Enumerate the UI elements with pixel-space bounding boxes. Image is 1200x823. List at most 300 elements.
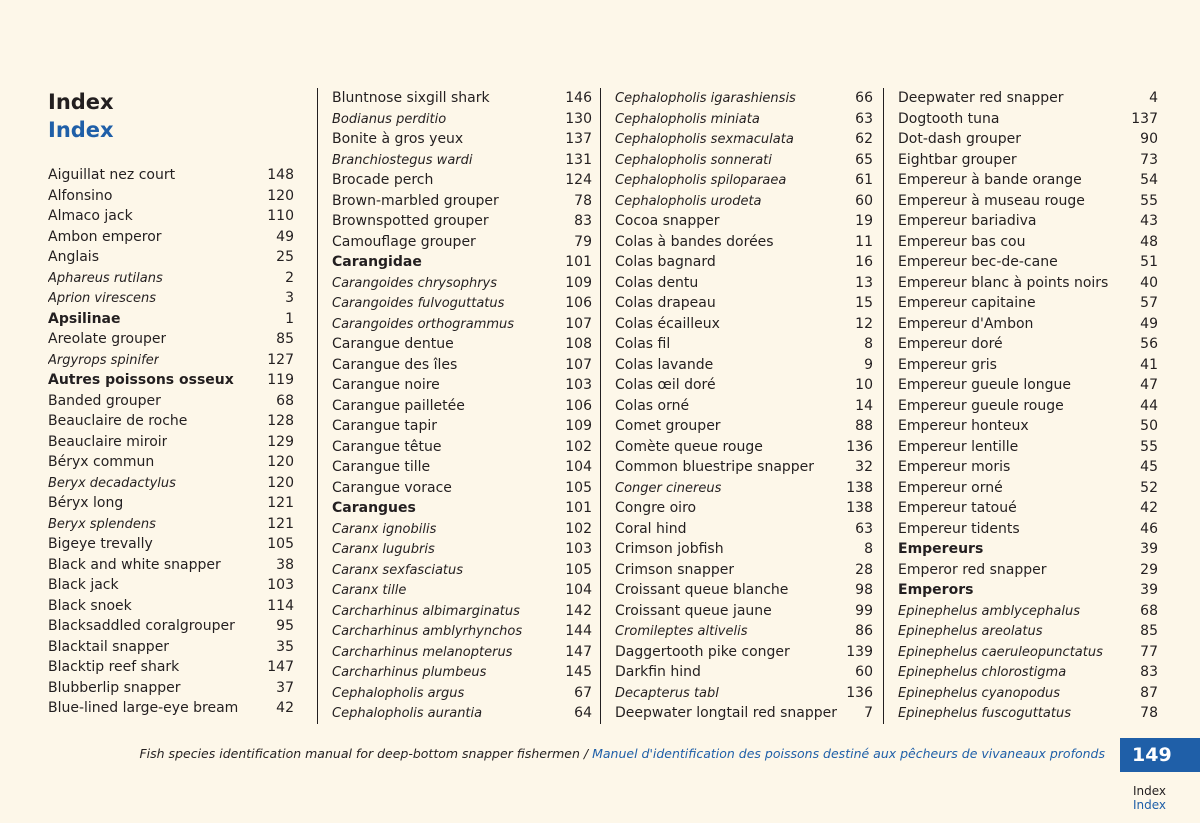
index-entry bbox=[898, 375, 1158, 396]
entry-name: Empereur bec-de-cane bbox=[898, 254, 1058, 270]
entry-page: 10 bbox=[855, 377, 873, 393]
index-entry bbox=[615, 396, 873, 417]
page-title-en: Index bbox=[48, 90, 114, 114]
index-entry bbox=[615, 334, 873, 355]
index-entry bbox=[615, 437, 873, 458]
index-entry bbox=[48, 288, 294, 309]
entry-name: Darkfin hind bbox=[615, 664, 701, 680]
index-entry bbox=[332, 416, 592, 437]
index-entry bbox=[332, 293, 592, 314]
entry-page: 144 bbox=[565, 623, 592, 639]
entry-name: Carangoides orthogrammus bbox=[332, 316, 515, 332]
entry-page: 60 bbox=[855, 192, 873, 209]
entry-page: 44 bbox=[1140, 397, 1158, 414]
index-entry bbox=[332, 232, 592, 253]
entry-page: 137 bbox=[565, 131, 592, 147]
entry-page: 51 bbox=[1140, 254, 1158, 270]
entry-name: Deepwater longtail red snapper bbox=[615, 705, 838, 721]
index-entry bbox=[898, 191, 1158, 212]
entry-page: 148 bbox=[267, 167, 294, 183]
page-header bbox=[48, 88, 114, 144]
entry-name: Dot-dash grouper bbox=[898, 131, 1021, 147]
entry-name: Carcharhinus albimarginatus bbox=[332, 603, 520, 619]
index-entry bbox=[332, 334, 592, 355]
entry-page: 49 bbox=[276, 228, 294, 245]
entry-page: 104 bbox=[565, 459, 592, 475]
index-entry bbox=[615, 355, 873, 376]
entry-page: 99 bbox=[855, 602, 873, 619]
index-entry bbox=[48, 616, 294, 637]
entry-page: 45 bbox=[1140, 459, 1158, 475]
index-entry bbox=[898, 601, 1158, 622]
entry-page: 136 bbox=[846, 684, 873, 701]
entry-page: 108 bbox=[565, 336, 592, 352]
entry-page: 39 bbox=[1140, 582, 1158, 598]
entry-name: Cephalopholis aurantia bbox=[332, 706, 483, 721]
entry-page: 103 bbox=[565, 377, 592, 393]
section-label-fr: Index bbox=[1132, 798, 1166, 812]
entry-name: Carangue dentue bbox=[332, 336, 454, 352]
entry-name: Empereur tidents bbox=[898, 520, 1020, 537]
entry-name: Caranx tille bbox=[332, 583, 407, 598]
entry-page: 63 bbox=[855, 520, 873, 537]
entry-name: Blubberlip snapper bbox=[48, 679, 181, 696]
entry-page: 124 bbox=[565, 172, 592, 188]
entry-page: 42 bbox=[1140, 500, 1158, 516]
index-entry bbox=[48, 370, 294, 391]
entry-name: Emperor red snapper bbox=[898, 561, 1047, 578]
entry-page: 25 bbox=[276, 249, 294, 265]
entry-page: 146 bbox=[565, 90, 592, 106]
index-entry bbox=[332, 170, 592, 191]
index-entry bbox=[898, 498, 1158, 519]
entry-name: Caranx lugubris bbox=[332, 542, 435, 557]
index-entry bbox=[48, 350, 294, 371]
entry-name: Cromileptes altivelis bbox=[615, 624, 748, 639]
entry-page: 48 bbox=[1140, 233, 1158, 250]
index-entry bbox=[898, 109, 1158, 130]
entry-page: 73 bbox=[1140, 151, 1158, 168]
entry-page: 83 bbox=[574, 213, 592, 229]
entry-name: Congre oiro bbox=[615, 500, 697, 516]
entry-name: Common bluestripe snapper bbox=[615, 459, 815, 475]
entry-name: Cephalopholis spiloparaea bbox=[615, 173, 787, 188]
index-entry bbox=[48, 268, 294, 289]
entry-page: 77 bbox=[1140, 643, 1158, 660]
index-entry bbox=[48, 657, 294, 678]
entry-page: 86 bbox=[855, 623, 873, 639]
index-entry bbox=[48, 186, 294, 207]
index-entry bbox=[898, 252, 1158, 273]
index-entry bbox=[615, 314, 873, 335]
entry-name: Anglais bbox=[48, 249, 99, 265]
entry-page: 131 bbox=[565, 151, 592, 168]
entry-page: 105 bbox=[565, 561, 592, 578]
entry-name: Carangidae bbox=[332, 254, 422, 270]
entry-name: Blacktip reef shark bbox=[48, 659, 180, 675]
entry-page: 130 bbox=[565, 110, 592, 127]
entry-page: 128 bbox=[267, 413, 294, 429]
index-entry bbox=[615, 560, 873, 581]
index-entry bbox=[615, 88, 873, 109]
index-entry bbox=[615, 580, 873, 601]
entry-page: 15 bbox=[855, 295, 873, 311]
entry-name: Colas fil bbox=[615, 336, 671, 352]
entry-page: 101 bbox=[565, 500, 592, 516]
index-entry bbox=[615, 150, 873, 171]
entry-name: Bonite à gros yeux bbox=[332, 131, 464, 147]
entry-page: 106 bbox=[565, 295, 592, 311]
entry-page: 107 bbox=[565, 315, 592, 332]
page-number-tab: 149 bbox=[1120, 738, 1200, 772]
entry-name: Epinephelus fuscoguttatus bbox=[898, 706, 1072, 721]
entry-name: Argyrops spinifer bbox=[48, 352, 160, 368]
index-entry bbox=[898, 150, 1158, 171]
entry-name: Banded grouper bbox=[48, 392, 161, 409]
entry-name: Crimson jobfish bbox=[615, 541, 724, 557]
entry-page: 40 bbox=[1140, 274, 1158, 291]
entry-name: Empereur moris bbox=[898, 459, 1011, 475]
entry-name: Aprion virescens bbox=[48, 291, 157, 306]
index-entry bbox=[332, 191, 592, 212]
entry-page: 120 bbox=[267, 187, 294, 204]
entry-name: Carangue des îles bbox=[332, 356, 458, 373]
entry-name: Bluntnose sixgill shark bbox=[332, 90, 490, 106]
entry-name: Almaco jack bbox=[48, 208, 133, 224]
entry-name: Carangue pailletée bbox=[332, 397, 465, 414]
index-entry bbox=[332, 683, 592, 704]
entry-name: Emperors bbox=[898, 582, 974, 598]
entry-page: 47 bbox=[1140, 377, 1158, 393]
entry-name: Béryx long bbox=[48, 495, 124, 511]
entry-page: 139 bbox=[846, 643, 873, 660]
entry-page: 121 bbox=[267, 495, 294, 511]
entry-name: Autres poissons osseux bbox=[48, 372, 234, 388]
index-entry bbox=[332, 437, 592, 458]
entry-page: 110 bbox=[267, 208, 294, 224]
entry-page: 32 bbox=[855, 459, 873, 475]
index-entry bbox=[332, 601, 592, 622]
entry-name: Alfonsino bbox=[48, 187, 113, 204]
entry-page: 101 bbox=[565, 254, 592, 270]
index-entry bbox=[48, 411, 294, 432]
index-entry bbox=[898, 88, 1158, 109]
entry-name: Cocoa snapper bbox=[615, 213, 720, 229]
index-entry bbox=[332, 580, 592, 601]
entry-name: Empereurs bbox=[898, 541, 984, 557]
entry-page: 147 bbox=[267, 659, 294, 675]
entry-page: 9 bbox=[864, 356, 873, 373]
index-entry bbox=[898, 416, 1158, 437]
index-entry bbox=[48, 247, 294, 268]
entry-name: Carangoides chrysophrys bbox=[332, 275, 498, 291]
entry-name: Empereur gueule rouge bbox=[898, 397, 1064, 414]
index-entry bbox=[332, 662, 592, 683]
entry-name: Carangue têtue bbox=[332, 438, 442, 455]
entry-page: 12 bbox=[855, 315, 873, 332]
entry-name: Blue-lined large-eye bream bbox=[48, 700, 239, 716]
section-label bbox=[1133, 784, 1166, 812]
index-entry bbox=[48, 391, 294, 412]
index-entry bbox=[898, 580, 1158, 601]
entry-name: Branchiostegus wardi bbox=[332, 152, 473, 168]
entry-name: Caranx ignobilis bbox=[332, 521, 437, 537]
index-entry bbox=[898, 457, 1158, 478]
index-entry bbox=[615, 170, 873, 191]
entry-page: 55 bbox=[1140, 192, 1158, 209]
entry-name: Empereur honteux bbox=[898, 418, 1029, 434]
entry-page: 120 bbox=[267, 474, 294, 491]
entry-page: 42 bbox=[276, 700, 294, 716]
entry-name: Colas œil doré bbox=[615, 377, 716, 393]
index-entry bbox=[332, 457, 592, 478]
entry-page: 104 bbox=[565, 582, 592, 598]
entry-page: 138 bbox=[846, 500, 873, 516]
entry-page: 68 bbox=[276, 392, 294, 409]
index-entry bbox=[48, 678, 294, 699]
entry-name: Caranx sexfasciatus bbox=[332, 562, 464, 578]
entry-name: Brownspotted grouper bbox=[332, 213, 489, 229]
entry-page: 37 bbox=[276, 679, 294, 696]
entry-page: 105 bbox=[565, 479, 592, 496]
entry-name: Black and white snapper bbox=[48, 556, 221, 573]
index-entry bbox=[332, 252, 592, 273]
index-entry bbox=[48, 698, 294, 719]
entry-page: 57 bbox=[1140, 295, 1158, 311]
index-entry bbox=[898, 621, 1158, 642]
entry-page: 114 bbox=[267, 597, 294, 614]
entry-page: 79 bbox=[574, 233, 592, 250]
entry-name: Daggertooth pike conger bbox=[615, 643, 790, 660]
entry-name: Conger cinereus bbox=[615, 480, 722, 496]
index-entry bbox=[615, 683, 873, 704]
entry-name: Cephalopholis sexmaculata bbox=[615, 132, 794, 147]
entry-name: Aphareus rutilans bbox=[48, 270, 163, 286]
entry-page: 105 bbox=[267, 536, 294, 552]
entry-page: 13 bbox=[855, 274, 873, 291]
entry-page: 127 bbox=[267, 351, 294, 368]
entry-name: Comet grouper bbox=[615, 418, 721, 434]
entry-name: Beauclaire de roche bbox=[48, 413, 188, 429]
entry-page: 50 bbox=[1140, 418, 1158, 434]
entry-page: 54 bbox=[1140, 172, 1158, 188]
entry-page: 102 bbox=[565, 520, 592, 537]
section-label-en: Index bbox=[1132, 784, 1166, 798]
entry-page: 136 bbox=[846, 438, 873, 455]
index-entry bbox=[615, 621, 873, 642]
entry-page: 120 bbox=[267, 454, 294, 470]
entry-page: 8 bbox=[864, 541, 873, 557]
index-column-2 bbox=[317, 88, 592, 724]
index-entry bbox=[898, 478, 1158, 499]
entry-page: 49 bbox=[1140, 315, 1158, 332]
entry-name: Eightbar grouper bbox=[898, 151, 1017, 168]
entry-page: 14 bbox=[855, 397, 873, 414]
entry-name: Ambon emperor bbox=[48, 228, 162, 245]
index-entry bbox=[615, 478, 873, 499]
entry-page: 41 bbox=[1140, 356, 1158, 373]
entry-name: Brocade perch bbox=[332, 172, 434, 188]
index-entry bbox=[615, 232, 873, 253]
index-column-3 bbox=[600, 88, 873, 724]
entry-page: 95 bbox=[276, 618, 294, 634]
index-entry bbox=[332, 621, 592, 642]
index-entry bbox=[615, 273, 873, 294]
entry-name: Cephalopholis urodeta bbox=[615, 193, 762, 209]
index-entry bbox=[615, 703, 873, 724]
index-entry bbox=[615, 601, 873, 622]
entry-name: Carcharhinus amblyrhynchos bbox=[332, 624, 523, 639]
entry-name: Empereur à bande orange bbox=[898, 172, 1082, 188]
index-entry bbox=[898, 232, 1158, 253]
entry-name: Blacksaddled coralgrouper bbox=[48, 618, 235, 634]
entry-page: 138 bbox=[846, 479, 873, 496]
index-entry bbox=[48, 309, 294, 330]
entry-page: 29 bbox=[1140, 561, 1158, 578]
entry-page: 147 bbox=[565, 643, 592, 660]
index-entry bbox=[615, 211, 873, 232]
page-title-fr: Index bbox=[48, 118, 114, 142]
entry-name: Empereur d'Ambon bbox=[898, 315, 1034, 332]
entry-page: 46 bbox=[1140, 520, 1158, 537]
entry-page: 103 bbox=[565, 541, 592, 557]
index-entry bbox=[48, 493, 294, 514]
entry-page: 2 bbox=[285, 269, 294, 286]
index-entry bbox=[48, 637, 294, 658]
entry-name: Cephalopholis miniata bbox=[615, 111, 760, 127]
footer-separator: / bbox=[579, 746, 593, 761]
index-entry bbox=[48, 555, 294, 576]
entry-page: 83 bbox=[1140, 664, 1158, 680]
entry-name: Carangue tapir bbox=[332, 418, 437, 434]
entry-page: 109 bbox=[565, 418, 592, 434]
entry-page: 66 bbox=[855, 90, 873, 106]
index-entry bbox=[48, 329, 294, 350]
entry-page: 7 bbox=[864, 705, 873, 721]
entry-name: Black jack bbox=[48, 577, 119, 593]
index-entry bbox=[898, 129, 1158, 150]
index-entry bbox=[898, 560, 1158, 581]
entry-name: Epinephelus chlorostigma bbox=[898, 665, 1067, 680]
footer-title-fr: Manuel d'identification des poissons destiné aux pêcheurs de vivaneaux profonds bbox=[592, 746, 1105, 761]
index-entry bbox=[615, 498, 873, 519]
entry-name: Colas à bandes dorées bbox=[615, 233, 774, 250]
entry-name: Empereur capitaine bbox=[898, 295, 1036, 311]
index-entry bbox=[615, 129, 873, 150]
entry-name: Empereur bariadiva bbox=[898, 213, 1037, 229]
entry-page: 88 bbox=[855, 418, 873, 434]
entry-page: 145 bbox=[565, 664, 592, 680]
index-entry bbox=[332, 109, 592, 130]
entry-page: 60 bbox=[855, 664, 873, 680]
index-entry bbox=[48, 432, 294, 453]
index-entry bbox=[615, 252, 873, 273]
entry-page: 3 bbox=[285, 290, 294, 306]
index-entry bbox=[898, 170, 1158, 191]
entry-name: Empereur bas cou bbox=[898, 233, 1026, 250]
entry-name: Carcharhinus plumbeus bbox=[332, 665, 487, 680]
index-entry bbox=[332, 273, 592, 294]
entry-name: Epinephelus caeruleopunctatus bbox=[898, 644, 1103, 660]
index-entry bbox=[332, 642, 592, 663]
index-entry bbox=[332, 211, 592, 232]
entry-page: 16 bbox=[855, 254, 873, 270]
index-entry bbox=[898, 314, 1158, 335]
entry-page: 19 bbox=[855, 213, 873, 229]
entry-name: Carangue noire bbox=[332, 377, 440, 393]
entry-name: Carangue vorace bbox=[332, 479, 452, 496]
index-entry bbox=[615, 642, 873, 663]
entry-page: 28 bbox=[855, 561, 873, 578]
index-entry bbox=[615, 293, 873, 314]
index-entry bbox=[898, 683, 1158, 704]
entry-name: Beryx decadactylus bbox=[48, 475, 176, 491]
entry-name: Carangue tille bbox=[332, 459, 431, 475]
index-column-4 bbox=[883, 88, 1158, 724]
index-entry bbox=[332, 129, 592, 150]
entry-name: Epinephelus cyanopodus bbox=[898, 685, 1061, 701]
entry-page: 55 bbox=[1140, 438, 1158, 455]
entry-page: 137 bbox=[1131, 110, 1158, 127]
index-entry bbox=[332, 150, 592, 171]
index-entry bbox=[898, 703, 1158, 724]
entry-page: 142 bbox=[565, 602, 592, 619]
entry-name: Beauclaire miroir bbox=[48, 433, 168, 450]
index-entry bbox=[898, 273, 1158, 294]
entry-page: 64 bbox=[574, 705, 592, 721]
entry-page: 35 bbox=[276, 638, 294, 655]
entry-name: Empereur gris bbox=[898, 356, 997, 373]
entry-page: 62 bbox=[855, 131, 873, 147]
entry-name: Empereur gueule longue bbox=[898, 377, 1072, 393]
entry-name: Deepwater red snapper bbox=[898, 90, 1064, 106]
entry-name: Béryx commun bbox=[48, 454, 155, 470]
entry-page: 65 bbox=[855, 151, 873, 168]
entry-page: 98 bbox=[855, 582, 873, 598]
entry-name: Coral hind bbox=[615, 520, 687, 537]
index-entry bbox=[48, 206, 294, 227]
index-entry bbox=[898, 437, 1158, 458]
entry-name: Bodianus perditio bbox=[332, 111, 447, 127]
index-entry bbox=[332, 560, 592, 581]
entry-page: 39 bbox=[1140, 541, 1158, 557]
entry-name: Colas drapeau bbox=[615, 295, 716, 311]
entry-page: 52 bbox=[1140, 479, 1158, 496]
index-entry bbox=[898, 293, 1158, 314]
entry-name: Epinephelus areolatus bbox=[898, 624, 1043, 639]
index-column-1 bbox=[48, 165, 294, 719]
entry-page: 85 bbox=[1140, 623, 1158, 639]
entry-name: Crimson snapper bbox=[615, 561, 735, 578]
entry-name: Empereur lentille bbox=[898, 438, 1019, 455]
entry-page: 78 bbox=[574, 192, 592, 209]
entry-name: Carcharhinus melanopterus bbox=[332, 644, 513, 660]
entry-page: 106 bbox=[565, 397, 592, 414]
entry-name: Cephalopholis argus bbox=[332, 685, 465, 701]
entry-name: Carangues bbox=[332, 500, 416, 516]
index-entry bbox=[48, 514, 294, 535]
entry-page: 90 bbox=[1140, 131, 1158, 147]
index-entry bbox=[332, 478, 592, 499]
index-entry bbox=[332, 88, 592, 109]
index-entry bbox=[898, 396, 1158, 417]
index-entry bbox=[48, 473, 294, 494]
index-entry bbox=[332, 355, 592, 376]
footer-title-en: Fish species identification manual for deep-bottom snapper fishermen bbox=[139, 746, 580, 761]
index-entry bbox=[48, 227, 294, 248]
index-entry bbox=[332, 539, 592, 560]
index-entry bbox=[332, 314, 592, 335]
